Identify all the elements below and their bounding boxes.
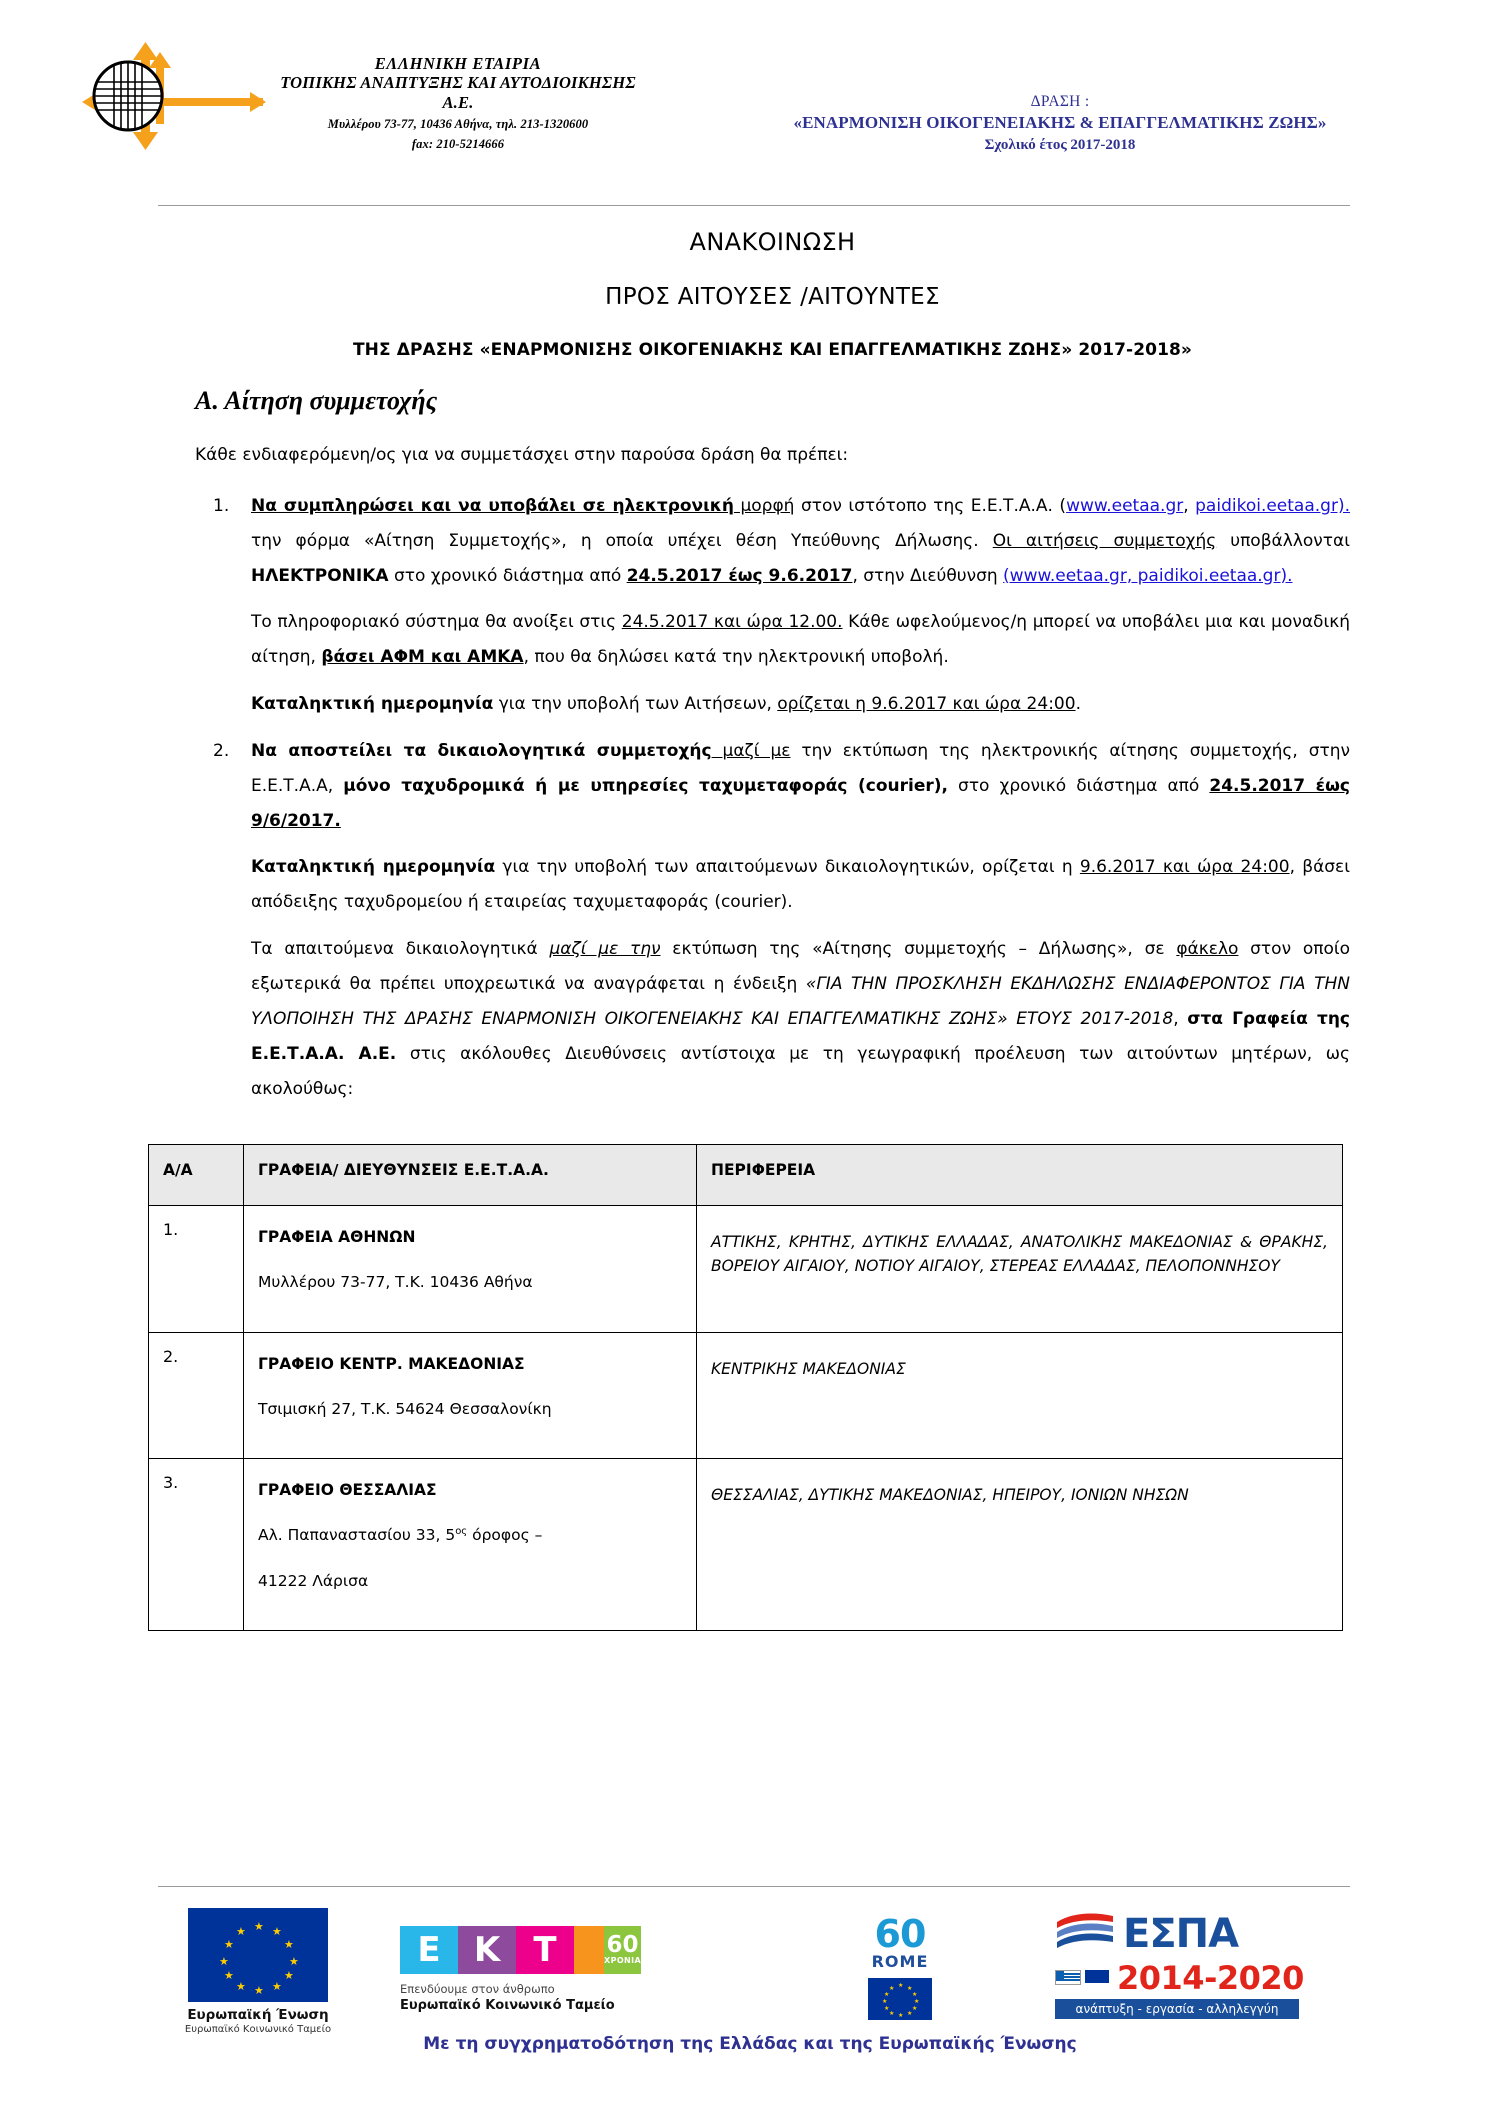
table-row: [149, 1206, 1343, 1332]
header-divider: [158, 205, 1350, 206]
para4-t2: εκτύπωση της «Αίτησης συμμετοχής – Δήλωσης», σε: [660, 939, 1177, 960]
co-funding-note: Με τη συγχρηματοδότηση της Ελλάδας και της Ευρωπαϊκής Ένωσης: [423, 2034, 1077, 2054]
greek-flag-icon: [1055, 1970, 1081, 1985]
espa-flags-icon: [1055, 1970, 1109, 1986]
para1-t2: Κάθε ωφελούμενος/η μπορεί να υποβάλει μια και μοναδική αίτηση,: [251, 612, 1350, 668]
page-title: ΑΝΑΚΟΙΝΩΣΗ: [689, 228, 856, 256]
page-subtitle: ΠΡΟΣ ΑΙΤΟΥΣΕΣ /ΑΙΤΟΥΝΤΕΣ: [605, 284, 940, 310]
eu-caption-secondary: Ευρωπαϊκό Κοινωνικό Ταμείο: [184, 2024, 332, 2035]
list-item: [195, 734, 1350, 1106]
espa-period: 2014-2020: [1117, 1959, 1304, 1997]
action-label: ΔΡΑΣΗ :: [1030, 93, 1090, 110]
row3-region-cell: [697, 1459, 1343, 1631]
rome60-logo: [830, 1914, 970, 2020]
org-name-line2: ΤΟΠΙΚΗΣ ΑΝΑΠΤΥΞΗΣ ΚΑΙ ΑΥΤΟΔΙΟΙΚΗΣΗΣ Α.Ε.: [280, 73, 636, 112]
paidikoi-site-link[interactable]: paidikoi.eetaa.gr).: [1195, 495, 1350, 516]
row1-office-name: ΓΡΑΦΕΙΑ ΑΘΗΝΩΝ: [258, 1228, 416, 1247]
row1-region-cell: [697, 1206, 1343, 1332]
item2-text: [251, 734, 1350, 839]
ekt-letter-e: E: [400, 1926, 458, 1974]
org-address: Μυλλέρου 73-77, 10436 Αθήνα, τηλ. 213-1320600: [327, 117, 589, 132]
row1-office-cell: [244, 1206, 697, 1332]
item1-dates: 24.5.2017 έως 9.6.2017: [626, 565, 853, 586]
page-title-third: ΤΗΣ ΔΡΑΣΗΣ «ΕΝΑΡΜΟΝΙΣΗΣ ΟΙΚΟΓΕΝΙΑΚΗΣ ΚΑΙ ΕΠΑΓΓΕΛΜΑΤΙΚΗΣ ΖΩΗΣ» 2017-2018»: [352, 340, 1193, 360]
para3-t1: για την υποβολή των απαιτούμενων δικαιολογητικών, ορίζεται η: [495, 857, 1080, 878]
rome-word: ROME: [871, 1952, 929, 1971]
espa-logo: [1055, 1908, 1315, 2019]
para2-deadline-value: ορίζεται η 9.6.2017 και ώρα 24:00: [777, 694, 1076, 715]
ekt-letter-k: K: [458, 1926, 516, 1974]
para4: [251, 932, 1350, 1106]
list-item: [195, 489, 1350, 722]
espa-top-row: [1055, 1908, 1315, 1960]
eu-mini-flag-icon: [1085, 1970, 1109, 1983]
table-header: [149, 1145, 1343, 1206]
item2-courier: μόνο ταχυδρομικά ή με υπηρεσίες ταχυμεταφοράς (courier),: [343, 775, 948, 796]
ekt-60-number: 60: [606, 1932, 639, 1958]
para4-t3: στον οποίο εξωτερικά θα πρέπει υποχρεωτικά να αναγράφεται η ένδειξη: [251, 939, 1351, 994]
row2-office-address: Τσιμισκή 27, Τ.Κ. 54624 Θεσσαλονίκη: [258, 1399, 552, 1418]
table-header-row: [149, 1145, 1343, 1206]
para2-t1: για την υποβολή των Αιτήσεων,: [493, 694, 778, 715]
document-footer: [0, 1900, 1500, 2090]
item2-u1: μαζί με: [711, 740, 791, 761]
globe-arrows-logo-icon: [78, 38, 268, 150]
row2-office-name: ΓΡΑΦΕΙΟ ΚΕΝΤΡ. ΜΑΚΕΔΟΝΙΑΣ: [258, 1354, 525, 1373]
th-aa: Α/Α: [149, 1145, 244, 1206]
para4-u1: μαζί με την: [549, 939, 661, 960]
item2-t2: στο χρονικό διάστημα από: [947, 775, 1210, 796]
para4-t5: στις ακόλουθες Διευθύνσεις αντίστοιχα με τη γεωγραφική προέλευση των αιτούντων μητέρων, ως ακολούθως:: [251, 1043, 1350, 1099]
item1-u1: Οι αιτήσεις συμμετοχής: [992, 530, 1217, 551]
eu-caption-primary: Ευρωπαϊκή Ένωση: [187, 2007, 329, 2023]
offices-table: [148, 1144, 1343, 1631]
para1-afm-amka: βάσει ΑΦΜ και ΑΜΚΑ: [321, 647, 524, 668]
rome-60-number: 60: [874, 1912, 926, 1956]
school-year: Σχολικό έτος 2017-2018: [984, 137, 1136, 154]
espa-tagline: ανάπτυξη - εργασία - αλληλεγγύη: [1055, 1999, 1299, 2019]
th-region: ΠΕΡΙΦΕΡΕΙΑ: [697, 1145, 1343, 1206]
rome-eu-flag-icon: ★ ★ ★ ★ ★ ★ ★ ★ ★ ★ ★ ★: [868, 1978, 932, 2020]
table-row: [149, 1332, 1343, 1458]
item1-bold1: Να συμπληρώσει και να υποβάλει σε ηλεκτρονική: [251, 495, 734, 516]
action-title: «ΕΝΑΡΜΟΝΙΣΗ ΟΙΚΟΓΕΝΕΙΑΚΗΣ & ΕΠΑΓΓΕΛΜΑΤΙΚΗΣ ΖΩΗΣ»: [793, 113, 1327, 133]
para4-envelope-label: «ΓΙΑ ΤΗΝ ΠΡΟΣΚΛΗΣΗ ΕΚΔΗΛΩΣΗΣ ΕΝΔΙΑΦΕΡΟΝΤΟΣ ΓΙΑ ΤΗΝ ΥΛΟΠΟΙΗΣΗ ΤΗΣ ΔΡΑΣΗΣ ΕΝΑΡΜΟΝΙΣΗ ΟΙΚΟΓΕΝΕΙΑΚΗΣ ΚΑΙ ΕΠΑΓΓΕΛΜΑΤΙΚΗΣ ΖΩΗΣ» ΕΤΟΥΣ 2017-2018: [251, 973, 1350, 1029]
para3-deadline-value: 9.6.2017 και ώρα 24:00: [1079, 857, 1290, 878]
para2-deadline-label: Καταληκτική ημερομηνία: [251, 694, 494, 715]
row1-office-address: Μυλλέρου 73-77, Τ.Κ. 10436 Αθήνα: [258, 1273, 533, 1292]
item1-t1: μορφή: [733, 495, 795, 516]
item2-bold1: Να αποστείλει τα δικαιολογητικά συμμετοχής: [251, 740, 712, 761]
list-item-number: 2.: [213, 740, 230, 761]
table-body: [149, 1206, 1343, 1631]
item1-t2: στον ιστότοπο της Ε.Ε.Τ.Α.Α. (: [794, 495, 1067, 516]
para2: [251, 687, 1350, 722]
requirements-list: [195, 489, 1350, 1107]
eetaa-site-link[interactable]: www.eetaa.gr: [1066, 495, 1184, 516]
row1-num: 1.: [149, 1206, 244, 1332]
list-item-number: 1.: [213, 495, 230, 516]
ekt-orange-bar: [574, 1926, 604, 1974]
item1-t3: ,: [1183, 495, 1196, 516]
ekt-letter-t: T: [516, 1926, 574, 1974]
item1-t6: στο χρονικό διάστημα από: [388, 565, 627, 586]
row3-addr-pre: Αλ. Παπαναστασίου 33, 5: [258, 1526, 456, 1545]
para1-t1: Το πληροφοριακό σύστημα θα ανοίξει στις: [251, 612, 622, 633]
section-a-intro: Κάθε ενδιαφερόμενη/ος για να συμμετάσχει στην παρούσα δράση θα πρέπει:: [195, 445, 849, 465]
row1-region: ΑΤΤΙΚΗΣ, ΚΡΗΤΗΣ, ΔΥΤΙΚΗΣ ΕΛΛΑΔΑΣ, ΑΝΑΤΟΛΙΚΗΣ ΜΑΚΕΔΟΝΙΑΣ & ΘΡΑΚΗΣ, ΒΟΡΕΙΟΥ ΑΙΓΑΙΟΥ, ΝΟΤΙΟΥ ΑΙΓΑΙΟΥ, ΣΤΕΡΕΑΣ ΕΛΛΑΔΑΣ, ΠΕΛΟΠΟΝΝΗΣΟΥ: [711, 1233, 1328, 1276]
para4-t1: Τα απαιτούμενα δικαιολογητικά: [251, 939, 550, 960]
espa-swoosh-icon: [1055, 1910, 1117, 1958]
para3-deadline-label: Καταληκτική ημερομηνία: [251, 857, 496, 878]
eetaa-logo-block: [78, 38, 638, 150]
ekt-logo: [400, 1926, 650, 2013]
action-title-block: [700, 92, 1420, 156]
row2-region-cell: [697, 1332, 1343, 1458]
row3-office-address-line1: [258, 1521, 682, 1550]
ekt-anniversary-badge: [604, 1926, 641, 1974]
footer-divider: [158, 1886, 1350, 1887]
eu-flag-icon: ★ ★ ★ ★ ★ ★ ★ ★ ★ ★ ★ ★: [188, 1908, 328, 2002]
funding-logos-row: [0, 1900, 1500, 2035]
item2-t1: την εκτύπωση της ηλεκτρονικής αίτησης συμμετοχής, στην Ε.Ε.Τ.Α.Α,: [251, 740, 1350, 796]
org-name-block: [278, 54, 638, 152]
para3-t2: , βάσει απόδειξης ταχυδρομείου ή εταιρείας ταχυμεταφοράς (courier).: [251, 857, 1350, 913]
row3-num: 3.: [149, 1459, 244, 1631]
row2-region: ΚΕΝΤΡΙΚΗΣ ΜΑΚΕΔΟΝΙΑΣ: [711, 1359, 906, 1378]
org-name-line1: ΕΛΛΗΝΙΚΗ ΕΤΑΙΡΙΑ: [374, 54, 542, 73]
table-row: [149, 1459, 1343, 1631]
para1-open-datetime: 24.5.2017 και ώρα 12.00.: [621, 612, 843, 633]
document-header: [0, 0, 1500, 154]
section-a-heading: Α. Αίτηση συμμετοχής: [195, 386, 438, 415]
row3-addr-ordinal: ος: [455, 1526, 468, 1538]
para4-offices: στα Γραφεία της Ε.Ε.Τ.Α.Α. Α.Ε.: [251, 1008, 1350, 1064]
para1-t3: , που θα δηλώσει κατά την ηλεκτρονική υποβολή.: [523, 647, 949, 668]
item1-text: [251, 489, 1350, 594]
item2-dates: 24.5.2017 έως 9/6/2017.: [251, 775, 1350, 831]
row3-office-address-line2: 41222 Λάρισα: [258, 1571, 369, 1590]
row2-office-cell: [244, 1332, 697, 1458]
item1-t7: , στην Διεύθυνση: [852, 565, 1004, 586]
row3-office-cell: [244, 1459, 697, 1631]
para3: [251, 850, 1350, 920]
row3-region: ΘΕΣΣΑΛΙΑΣ, ΔΥΤΙΚΗΣ ΜΑΚΕΔΟΝΙΑΣ, ΗΠΕΙΡΟΥ, ΙΟΝΙΩΝ ΝΗΣΩΝ: [711, 1486, 1189, 1505]
row3-office-name: ΓΡΑΦΕΙΟ ΘΕΣΣΑΛΙΑΣ: [258, 1481, 437, 1500]
ekt-caption-primary: Επενδύουμε στον άνθρωπο: [400, 1982, 555, 1996]
european-union-logo: [168, 1908, 348, 2035]
org-fax: fax: 210-5214666: [411, 137, 505, 152]
para4-folder: φάκελο: [1176, 939, 1239, 960]
para4-t4: ,: [1173, 1008, 1188, 1029]
para1: [251, 605, 1350, 675]
document-body: [163, 228, 1351, 1631]
item1-t4: την φόρμα «Αίτηση Συμμετοχής», η οποία υπέχει θέση Υπεύθυνης Δήλωσης.: [251, 530, 993, 551]
para2-t2: .: [1075, 694, 1081, 715]
row3-addr-post: όροφος –: [467, 1526, 543, 1545]
row2-num: 2.: [149, 1332, 244, 1458]
ekt-caption-secondary: Ευρωπαϊκό Κοινωνικό Ταμείο: [400, 1998, 615, 2013]
espa-mid-row: [1055, 1959, 1315, 1997]
espa-wordmark: ΕΣΠΑ: [1123, 1911, 1239, 1957]
th-offices: ΓΡΑΦΕΙΑ/ ΔΙΕΥΘΥΝΣΕΙΣ Ε.Ε.Τ.Α.Α.: [244, 1145, 697, 1206]
item1-bold2: ΗΛΕΚΤΡΟΝΙΚΑ: [251, 565, 389, 586]
both-sites-link[interactable]: (www.eetaa.gr, paidikoi.eetaa.gr).: [1003, 565, 1293, 586]
ekt-60-years-label: ΧΡΟΝΙΑ: [604, 1956, 642, 1965]
ekt-color-bars-icon: [400, 1926, 642, 1974]
item1-t5: υποβάλλονται: [1216, 530, 1350, 551]
